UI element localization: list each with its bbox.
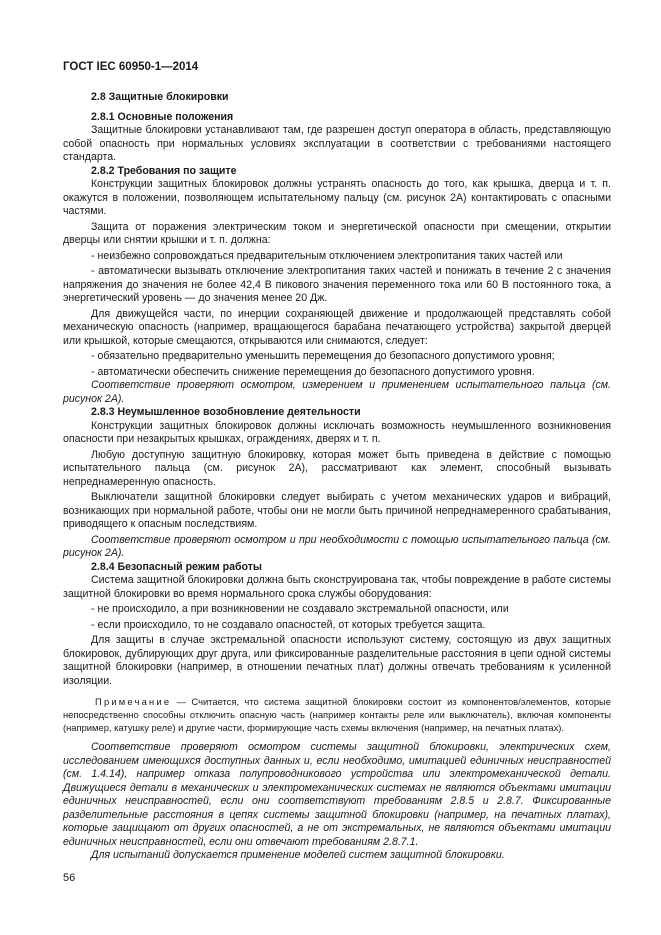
paragraph: - неизбежно сопровождаться предварительным отключением электропитания таких частей или — [91, 249, 563, 262]
note-label: Примечание — [95, 696, 172, 707]
paragraph: Система защитной блокировки должна быть сконструирована так, чтобы повреждение в работе системы защитной блокировки во время нормального срока службы оборудования: — [63, 574, 611, 600]
paragraph: Защита от поражения электрическим током и энергетической опасности при смещении, открытии дверцы или снятии крышки и т. п. должна: — [63, 220, 611, 246]
paragraph: Любую доступную защитную блокировку, которая может быть приведена в действие с помощью испытательного пальца (см. рисунок 2А), рассматривают как элемент, способный вызывать непреднамеренную опасность. — [63, 448, 611, 488]
paragraph: Конструкции защитных блокировок должны исключать возможность неумышленного возникновения опасности при незакрытых крышках, ограждениях, дверях и т. п. — [63, 419, 611, 445]
section-heading: 2.8 Защитные блокировки — [91, 91, 229, 103]
paragraph: Выключатели защитной блокировки следует выбирать с учетом механических ударов и вибраций, возникающих при нормальной работе, чтобы они не могли быть причиной непреднамеренного срабатывания, приводящего к опасным последствиям. — [63, 491, 611, 530]
compliance-paragraph: Для испытаний допускается применение моделей систем защитной блокировки. — [91, 849, 505, 861]
document-body — [63, 91, 611, 863]
paragraph: Для движущейся части, по инерции сохраняющей движение и продолжающей представлять собой механическую опасность (например, вращающегося барабана печатающего устройства) закрытой дверцей или крышкой, которые смещаются, открываются или снимаются, следует: — [63, 307, 611, 347]
compliance-paragraph: Соответствие проверяют осмотром и при необходимости с помощью испытательного пальца (см. рисунок 2А). — [63, 533, 611, 559]
paragraph: Конструкции защитных блокировок должны устранять опасность до того, как крышка, дверца и т. п. окажутся в положении, позволяющем испытательному пальцу (см. рисунок 2А) контактировать с опасными частями. — [63, 178, 611, 217]
document-header: ГОСТ IEC 60950-1—2014 — [63, 61, 199, 73]
section-heading: 2.8.3 Неумышленное возобновление деятельности — [91, 406, 361, 418]
paragraph: - автоматически обеспечить снижение перемещения до безопасного допустимого уровня. — [91, 365, 535, 378]
paragraph: Для защиты в случае экстремальной опасности используют систему, состоящую из двух защитных блокировок, дублирующих друг друга, или фиксированные разделительные расстояния в цепи одной системы защитной блокировки (например, в отношении печатных плат) должны отвечать требованиям к усиленной изоляции. — [63, 634, 611, 687]
compliance-paragraph: Соответствие проверяют осмотром системы защитной блокировки, электрических схем, исследованием имеющихся доступных данных и, если необходимо, имитацией единичных неисправностей (см. 1.4.14), например отказа полупроводникового устройства или электромеханической детали. Движущиеся детали в механических и электромеханических системах не являются объектами имитации единичных неисправностей, если они соответствуют требованиям 2.8.5 и 2.8.7. Фиксированные разделительные расстояния в цепях системы защитной блокировки (например, на печатных платах), которые защищают от других опасностей, а не от экстремальных, не являются объектами имитации единичных неисправностей, если они отвечают требованиям 2.8.7.1. — [63, 741, 611, 848]
section-heading: 2.8.4 Безопасный режим работы — [91, 560, 262, 573]
compliance-paragraph: Соответствие проверяют осмотром, измерением и применением испытательного пальца (см. рисунок 2А). — [63, 379, 611, 405]
page-number: 56 — [63, 871, 76, 884]
paragraph: - не происходило, а при возникновении не создавало экстремальной опасности, или — [91, 603, 509, 615]
note — [63, 695, 611, 734]
section-heading: 2.8.2 Требования по защите — [91, 164, 237, 177]
paragraph: - обязательно предварительно уменьшить перемещения до безопасного допустимого уровня; — [91, 350, 555, 362]
paragraph: - если происходило, то не создавало опасностей, от которых требуется защита. — [91, 618, 486, 631]
section-heading: 2.8.1 Основные положения — [91, 110, 234, 123]
paragraph: - автоматически вызывать отключение электропитания таких частей и понижать в течение 2 с значения напряжения до значения не более 42,4 В пикового значения переменного тока или 60 В постоянного тока, а энергетический уровень — до значения менее 20 Дж. — [63, 265, 611, 304]
paragraph: Защитные блокировки устанавливают там, где разрешен доступ оператора в область, представляющую собой опасность при нормальных условиях эксплуатации в соответствии с требованиями настоящего стандарта. — [63, 124, 611, 163]
note-text: — Считается, что система защитной блокировки состоит из компонентов/элементов, которые непосредственно способны отключить опасную часть (например контакты реле или выключатель), включая компоненты (например, катушку реле) и другие части, формирующие часть схемы включения (например, на печатных платах). — [63, 696, 611, 733]
